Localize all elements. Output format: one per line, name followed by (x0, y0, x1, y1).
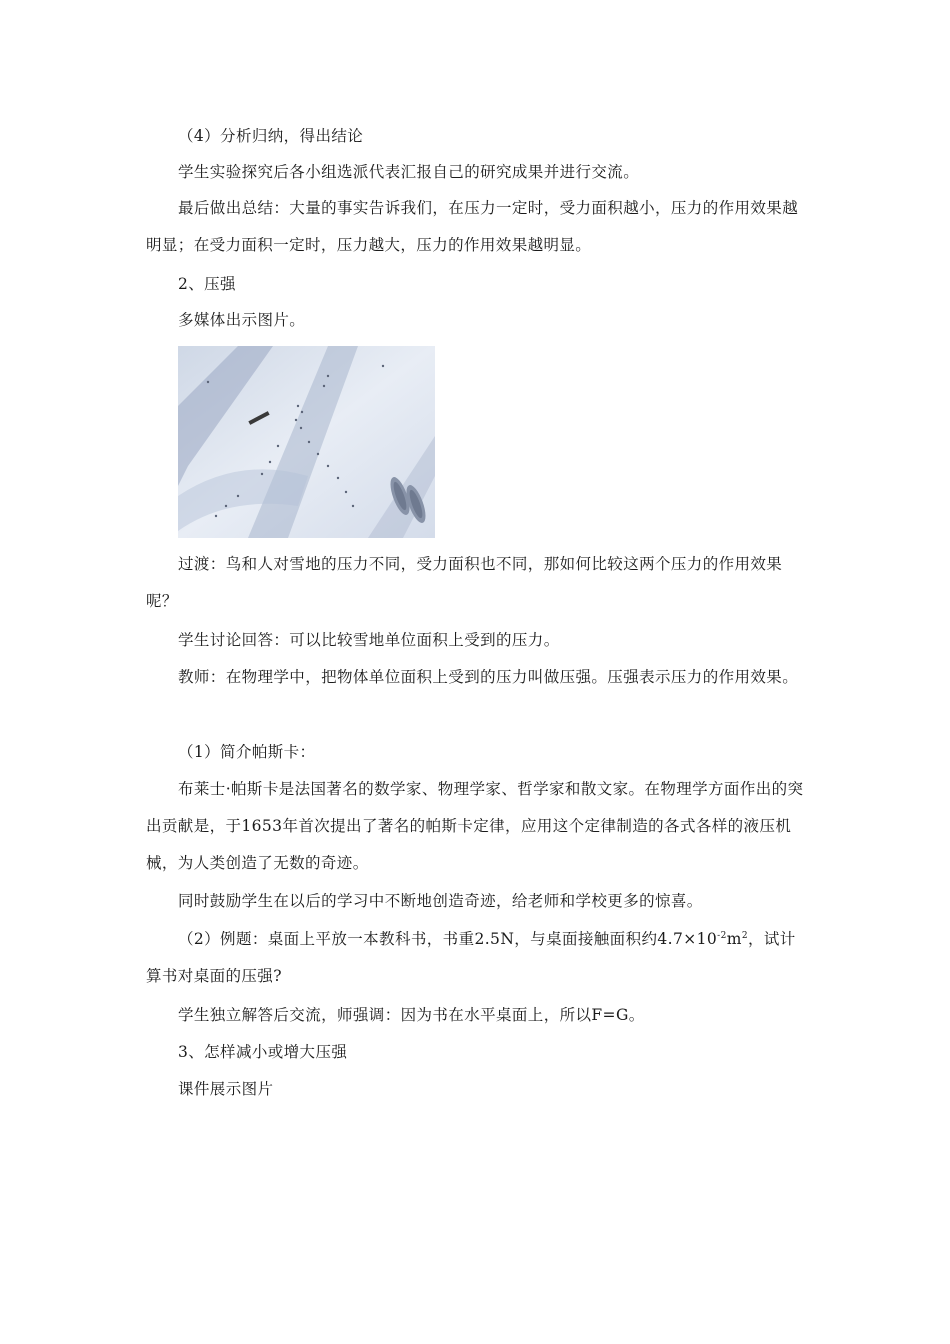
paragraph-encourage: 同时鼓励学生在以后的学习中不断地创造奇迹，给老师和学校更多的惊喜。 (178, 892, 703, 910)
example-text-part2: ，试计算书对桌面的压强? (146, 930, 796, 985)
paragraph-teacher-definition: 教师：在物理学中，把物体单位面积上受到的压力叫做压强。压强表示压力的作用效果。 (178, 668, 799, 686)
section-2-heading: 2、压强 (178, 275, 236, 293)
paragraph-summary: 最后做出总结：大量的事实告诉我们，在压力一定时，受力面积越小，压力的作用效果越明显；在受力面积一定时，压力越大，压力的作用效果越明显。 (146, 199, 799, 254)
paragraph-solution: 学生独立解答后交流，师强调：因为书在水平桌面上，所以F=G。 (178, 1006, 645, 1024)
example-text-part1: （2）例题：桌面上平放一本教科书，书重2.5N，与桌面接触面积约4.7×10 (178, 930, 718, 948)
paragraph-transition: 过渡：鸟和人对雪地的压力不同，受力面积也不同，那如何比较这两个压力的作用效果呢？ (146, 555, 783, 610)
exponent-2: 2 (741, 930, 748, 941)
paragraph-pascal-bio: 布莱士·帕斯卡是法国著名的数学家、物理学家、哲学家和散文家。在物理学方面作出的突出贡献是，于1653年首次提出了著名的帕斯卡定律，应用这个定律制造的各式各样的液压机械，为人类创造了无数的奇迹。 (146, 780, 804, 872)
exponent-minus-2: -2 (717, 930, 727, 941)
paragraph-student-answer: 学生讨论回答：可以比较雪地单位面积上受到的压力。 (178, 631, 560, 649)
subheading-pascal: （1）简介帕斯卡： (178, 743, 316, 761)
paragraph-student-report: 学生实验探究后各小组选派代表汇报自己的研究成果并进行交流。 (178, 163, 640, 181)
step-4-heading: （4）分析归纳，得出结论 (178, 127, 364, 145)
snow-footprints-photo (178, 346, 435, 538)
paragraph-courseware: 课件展示图片 (178, 1080, 274, 1098)
paragraph-example (146, 921, 806, 995)
paragraph-show-picture: 多媒体出示图片。 (178, 311, 306, 329)
unit-m: m (726, 930, 742, 948)
section-3-heading: 3、怎样减小或增大压强 (178, 1043, 348, 1061)
